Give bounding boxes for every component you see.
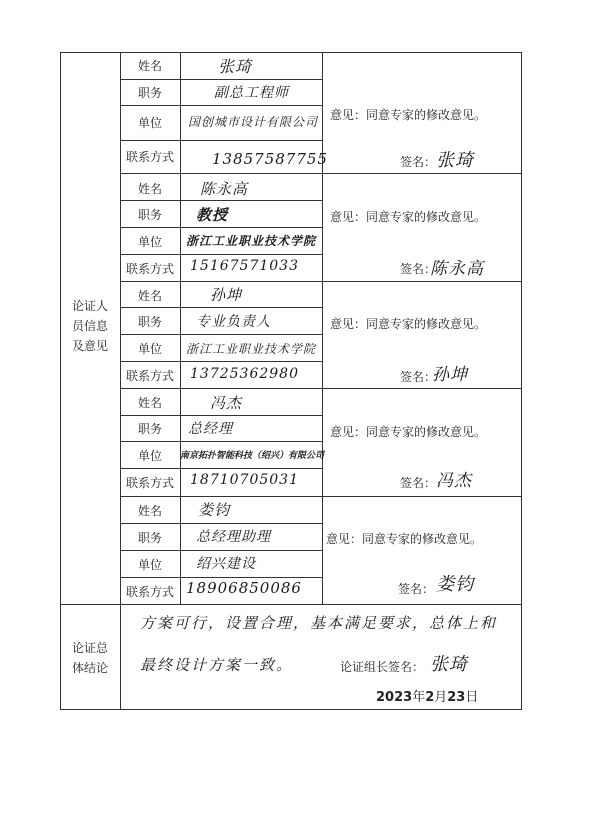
sign-label: 签名： — [400, 262, 437, 276]
field-label-phone: 联系方式 — [125, 476, 174, 490]
sign-label: 签名： — [400, 155, 437, 169]
field-label-name: 姓名 — [137, 396, 162, 410]
expert-name: 张琦 — [218, 57, 253, 76]
conclusion-text-line: 方案可行，设置合理，基本满足要求，总体上和 — [140, 614, 498, 632]
table-divider — [120, 415, 322, 416]
field-label-unit: 单位 — [137, 235, 162, 249]
table-divider — [120, 334, 322, 335]
expert-opinion: 意见：同意专家的修改意见。 — [330, 108, 487, 122]
field-label-name: 姓名 — [137, 59, 162, 73]
field-label-role: 职务 — [137, 531, 162, 545]
sign-date — [376, 686, 478, 705]
expert-opinion: 意见：同意专家的修改意见。 — [330, 317, 487, 331]
expert-signature: 冯杰 — [436, 471, 472, 491]
table-divider — [120, 227, 322, 228]
expert-opinion: 意见：同意专家的修改意见。 — [326, 532, 483, 546]
table-divider — [120, 388, 522, 389]
conclusion-label — [60, 638, 120, 678]
field-label-role: 职务 — [137, 208, 162, 222]
expert-role: 总经理助理 — [196, 529, 271, 545]
table-divider — [120, 79, 322, 80]
section-label-line: 论证人 — [71, 299, 108, 313]
field-label-name: 姓名 — [137, 289, 162, 303]
field-label-unit: 单位 — [137, 342, 162, 356]
field-label-role: 职务 — [137, 86, 162, 100]
field-label-role: 职务 — [137, 315, 162, 329]
leader-sign-label: 论证组长签名： — [340, 660, 425, 674]
expert-unit: 浙江工业职业技术学院 — [186, 234, 317, 248]
table-divider — [120, 254, 322, 255]
leader-signature: 张琦 — [430, 654, 468, 675]
table-divider — [120, 468, 322, 469]
field-label-unit: 单位 — [137, 116, 162, 130]
date-day-unit: 日 — [465, 690, 479, 705]
expert-unit: 绍兴建设 — [196, 556, 256, 572]
section-label — [60, 296, 120, 356]
expert-phone: 18710705031 — [190, 472, 299, 488]
table-divider — [120, 361, 322, 362]
field-label-unit: 单位 — [137, 449, 162, 463]
expert-opinion: 意见：同意专家的修改意见。 — [330, 210, 487, 224]
expert-signature: 娄钧 — [436, 574, 474, 595]
table-divider — [120, 307, 322, 308]
table-divider — [120, 577, 322, 578]
sign-label: 签名： — [398, 582, 435, 596]
conclusion-text-line: 最终设计方案一致。 — [140, 656, 294, 674]
expert-phone: 15167571033 — [190, 258, 299, 274]
expert-role: 教授 — [196, 206, 229, 224]
section-label-line: 员信息 — [71, 319, 108, 333]
expert-name: 孙坤 — [210, 286, 243, 304]
expert-name: 陈永高 — [200, 180, 249, 198]
field-label-phone: 联系方式 — [125, 262, 174, 276]
table-divider — [120, 140, 322, 141]
table-divider — [120, 105, 322, 106]
expert-unit: 南京拓扑智能科技（绍兴）有限公司 — [180, 451, 325, 461]
expert-phone: 13725362980 — [190, 366, 299, 382]
field-label-phone: 联系方式 — [125, 369, 174, 383]
expert-role: 专业负责人 — [196, 314, 271, 330]
field-label-role: 职务 — [137, 422, 162, 436]
sign-label: 签名： — [400, 370, 437, 384]
conclusion-label-line: 论证总 — [71, 641, 108, 655]
expert-unit: 国创城市设计有限公司 — [188, 115, 319, 129]
date-day: 23 — [447, 690, 466, 705]
table-divider — [120, 496, 522, 497]
table-divider — [322, 52, 323, 604]
expert-phone: 13857587755 — [212, 150, 328, 168]
table-divider — [120, 441, 322, 442]
table-divider — [120, 550, 322, 551]
field-label-unit: 单位 — [137, 558, 162, 572]
expert-signature: 张琦 — [436, 150, 474, 171]
sign-label: 签名： — [400, 476, 437, 490]
field-label-phone: 联系方式 — [125, 585, 174, 599]
date-year-unit: 年 — [412, 690, 426, 705]
expert-role: 副总工程师 — [214, 85, 289, 101]
expert-opinion: 意见：同意专家的修改意见。 — [330, 425, 487, 439]
field-label-name: 姓名 — [137, 182, 162, 196]
expert-signature: 陈永高 — [430, 259, 484, 279]
conclusion-label-line: 体结论 — [71, 661, 108, 675]
table-divider — [120, 200, 322, 201]
table-divider — [60, 604, 522, 605]
expert-name: 娄钧 — [198, 501, 231, 519]
expert-phone: 18906850086 — [186, 579, 302, 597]
expert-role: 总经理 — [188, 421, 233, 437]
field-label-phone: 联系方式 — [125, 150, 174, 164]
date-month-unit: 月 — [434, 690, 448, 705]
table-divider — [120, 523, 322, 524]
field-label-name: 姓名 — [137, 504, 162, 518]
table-divider — [180, 52, 181, 604]
section-label-line: 及意见 — [71, 339, 108, 353]
table-divider — [120, 281, 522, 282]
expert-name: 冯杰 — [210, 394, 243, 412]
expert-unit: 浙江工业职业技术学院 — [186, 342, 317, 356]
expert-signature: 孙坤 — [432, 365, 468, 385]
table-divider — [120, 173, 522, 174]
date-year: 2023 — [376, 690, 413, 705]
date-month: 2 — [425, 690, 435, 705]
